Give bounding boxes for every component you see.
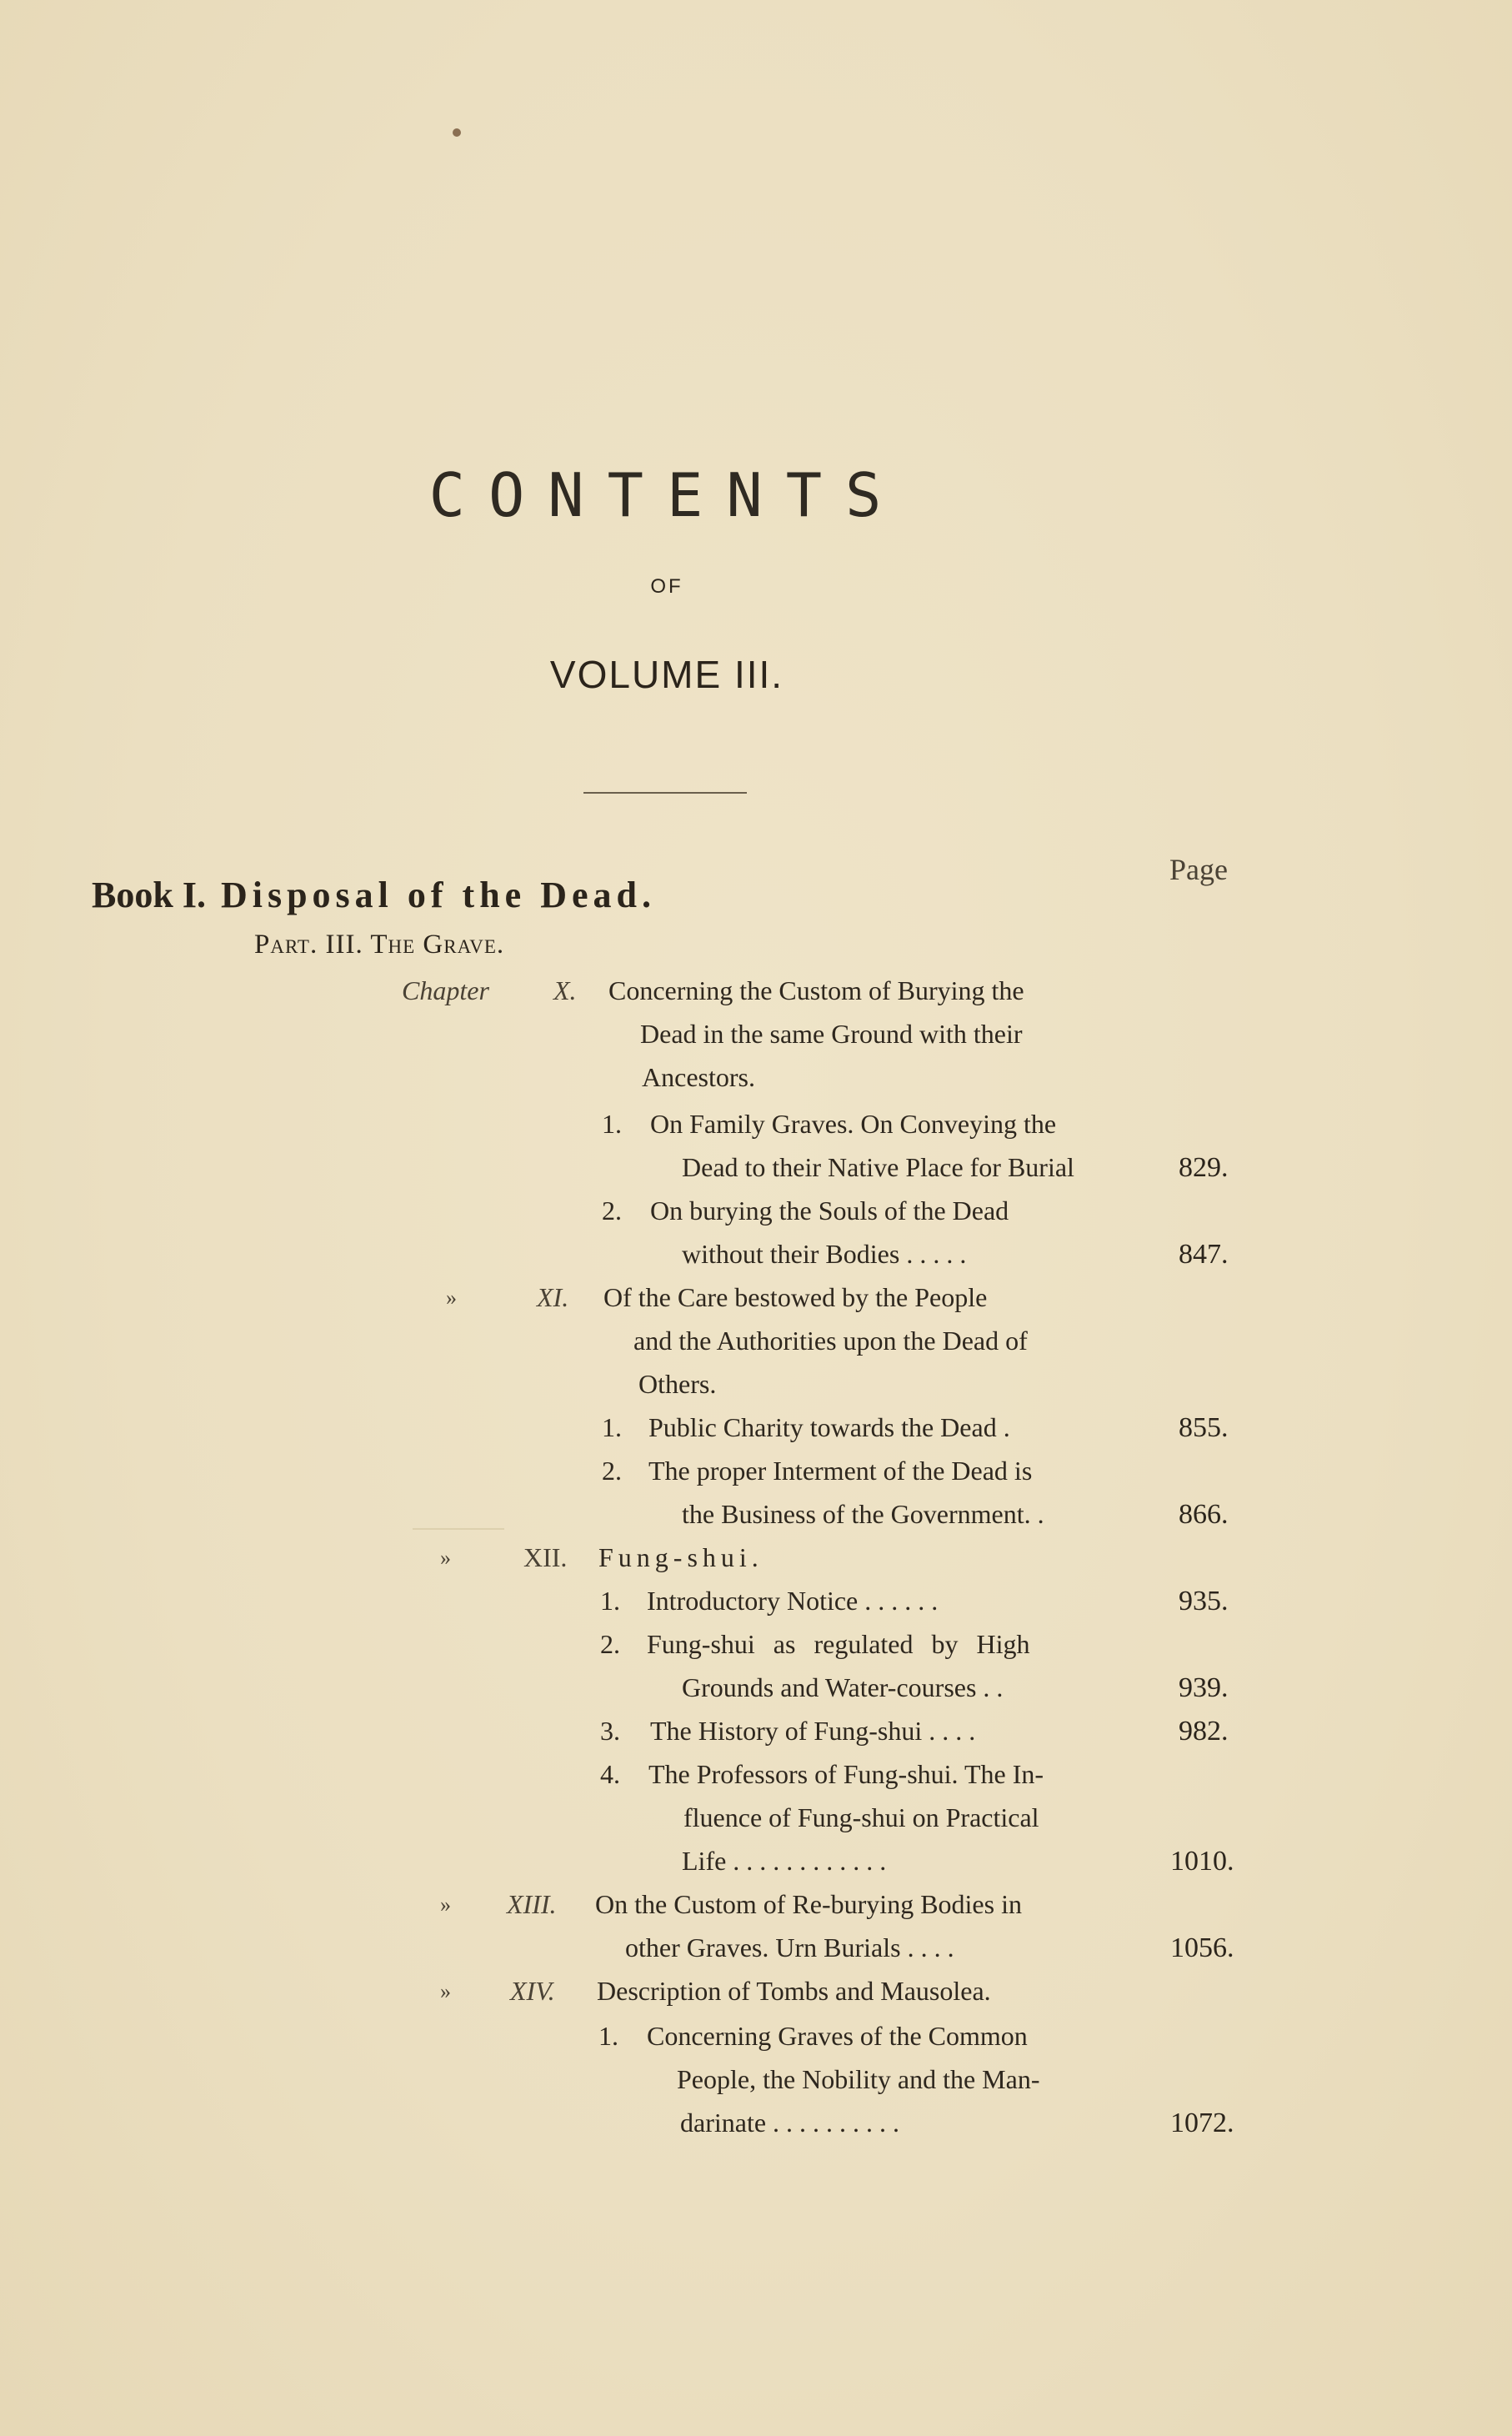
ditto-mark: »: [446, 1286, 457, 1310]
chapter-title-line: Ancestors.: [642, 1062, 755, 1092]
page-number: 829.: [1179, 1152, 1229, 1183]
page-column-header: Page: [1169, 853, 1228, 886]
chapter-title-line: Description of Tombs and Mausolea.: [597, 1976, 991, 2006]
section-number: 2.: [600, 1629, 620, 1659]
chapter-label: Chapter: [402, 975, 489, 1005]
chapter-title-line: Fung-shui.: [598, 1542, 764, 1572]
book-label: Book I.: [92, 875, 206, 915]
print-smudge: [413, 1528, 504, 1530]
section-title-line: Public Charity towards the Dead .: [648, 1412, 1010, 1442]
chapter-title-line: Of the Care bestowed by the People: [603, 1282, 988, 1312]
book-title: Disposal of the Dead.: [220, 875, 656, 915]
section-title-line: The Professors of Fung-shui. The In-: [648, 1759, 1044, 1789]
page-number: 866.: [1179, 1499, 1229, 1530]
section-number: 1.: [602, 1412, 622, 1442]
chapter-numeral: XII.: [523, 1542, 568, 1572]
page-number: 982.: [1179, 1716, 1229, 1747]
chapter-numeral: XIV.: [510, 1976, 555, 2006]
title-divider: [583, 792, 747, 794]
ditto-mark: »: [440, 1546, 451, 1570]
section-title-line: Introductory Notice . . . . . .: [647, 1586, 939, 1616]
section-number: 2.: [602, 1195, 622, 1226]
section-title-line: People, the Nobility and the Man-: [677, 2064, 1040, 2094]
chapter-numeral: XIII.: [507, 1889, 557, 1919]
chapter-title-line: and the Authorities upon the Dead of: [633, 1326, 1028, 1356]
page-number: 855.: [1179, 1412, 1229, 1443]
page-number: 847.: [1179, 1239, 1229, 1270]
part-heading: Part. III. The Grave.: [254, 930, 505, 960]
chapter-title-line: Dead in the same Ground with their: [640, 1019, 1023, 1049]
page-number: 935.: [1179, 1586, 1229, 1616]
chapter-title-line: On the Custom of Re-burying Bodies in: [595, 1889, 1022, 1919]
page-number: 1010.: [1170, 1846, 1234, 1877]
section-title-line: On Family Graves. On Conveying the: [650, 1109, 1057, 1139]
chapter-title-line: Others.: [638, 1369, 717, 1399]
chapter-title-line: other Graves. Urn Burials . . . .: [625, 1932, 954, 1962]
ditto-mark: »: [440, 1892, 451, 1917]
section-number: 1.: [602, 1109, 622, 1139]
section-title-line: On burying the Souls of the Dead: [650, 1195, 1009, 1226]
chapter-numeral: X.: [553, 975, 577, 1005]
section-number: 3.: [600, 1716, 620, 1746]
section-title-line: Fung-shui as regulated by High: [647, 1629, 1030, 1659]
section-title-line: without their Bodies . . . . .: [682, 1239, 967, 1269]
section-title-line: Dead to their Native Place for Burial: [682, 1152, 1074, 1182]
volume-title: VOLUME III.: [549, 653, 784, 696]
section-title-line: fluence of Fung-shui on Practical: [683, 1802, 1039, 1832]
page-number: 1056.: [1170, 1932, 1234, 1963]
chapter-numeral: XI.: [537, 1282, 569, 1312]
section-title-line: Concerning Graves of the Common: [647, 2021, 1028, 2051]
page-number: 939.: [1179, 1672, 1229, 1703]
book-heading: [92, 874, 656, 916]
chapter-title-line: Concerning the Custom of Burying the: [608, 975, 1024, 1005]
section-title-line: darinate . . . . . . . . . .: [680, 2108, 900, 2138]
section-number: 1.: [598, 2021, 618, 2051]
title-of: OF: [650, 575, 683, 598]
section-title-line: The proper Interment of the Dead is: [648, 1456, 1033, 1486]
section-title-line: Grounds and Water-courses . .: [682, 1672, 1004, 1702]
page-number: 1072.: [1170, 2108, 1234, 2138]
section-number: 2.: [602, 1456, 622, 1486]
section-number: 1.: [600, 1586, 620, 1616]
page-title: CONTENTS: [428, 460, 905, 530]
section-title-line: the Business of the Government. .: [682, 1499, 1044, 1529]
section-title-line: The History of Fung-shui . . . .: [650, 1716, 976, 1746]
section-number: 4.: [600, 1759, 620, 1789]
ditto-mark: »: [440, 1979, 451, 2003]
section-title-line: Life . . . . . . . . . . . .: [682, 1846, 887, 1876]
ink-speck: [453, 128, 461, 137]
